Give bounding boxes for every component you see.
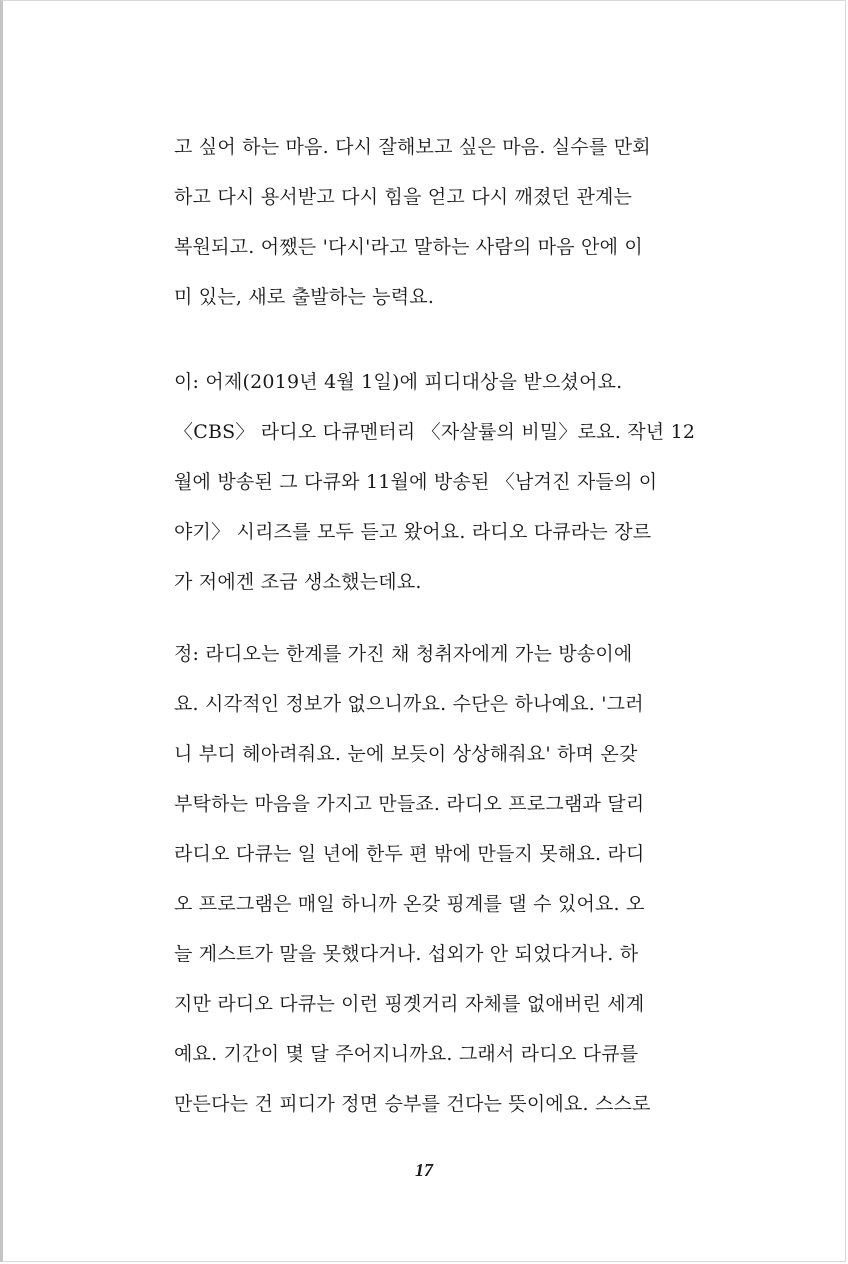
text-line: 정: 라디오는 한계를 가진 채 청취자에게 가는 방송이에 — [174, 643, 633, 665]
text-line: 〈CBS〉 라디오 다큐멘터리 〈자살률의 비밀〉로요. 작년 12 — [174, 421, 696, 443]
text-line: 오 프로그램은 매일 하니까 온갖 핑계를 댈 수 있어요. 오 — [174, 893, 645, 915]
text-line: 예요. 기간이 몇 달 주어지니까요. 그래서 라디오 다큐를 — [174, 1043, 639, 1065]
text-line: 하고 다시 용서받고 다시 힘을 얻고 다시 깨졌던 관계는 — [174, 186, 633, 208]
text-line: 니 부디 헤아려줘요. 눈에 보듯이 상상해줘요' 하며 온갖 — [174, 743, 638, 765]
text-line: 미 있는, 새로 출발하는 능력요. — [174, 286, 435, 308]
text-line: 만든다는 건 피디가 정면 승부를 건다는 뜻이에요. 스스로 — [174, 1093, 651, 1115]
text-line: 이: 어제(2019년 4월 1일)에 피디대상을 받으셨어요. — [174, 371, 623, 393]
text-line: 요. 시각적인 정보가 없으니까요. 수단은 하나예요. '그러 — [174, 693, 644, 715]
text-line: 라디오 다큐는 일 년에 한두 편 밖에 만들지 못해요. 라디 — [174, 843, 645, 865]
text-line: 월에 방송된 그 다큐와 11월에 방송된 〈남겨진 자들의 이 — [174, 471, 658, 493]
text-line: 부탁하는 마음을 가지고 만들죠. 라디오 프로그램과 달리 — [174, 793, 645, 815]
text-line: 가 저에겐 조금 생소했는데요. — [174, 571, 422, 593]
page-number: 17 — [415, 1160, 433, 1180]
text-line: 지만 라디오 다큐는 이런 핑곗거리 자체를 없애버린 세계 — [174, 993, 645, 1015]
text-line: 복원되고. 어쨌든 '다시'라고 말하는 사람의 마음 안에 이 — [174, 236, 643, 258]
paragraph-3 — [174, 640, 734, 1140]
text-line: 늘 게스트가 말을 못했다거나. 섭외가 안 되었다거나. 하 — [174, 943, 639, 965]
paragraph-1 — [174, 133, 734, 333]
paragraph-2 — [174, 368, 734, 618]
text-line: 야기〉 시리즈를 모두 듣고 왔어요. 라디오 다큐라는 장르 — [174, 521, 652, 543]
text-line: 고 싶어 하는 마음. 다시 잘해보고 싶은 마음. 실수를 만회 — [174, 136, 651, 158]
